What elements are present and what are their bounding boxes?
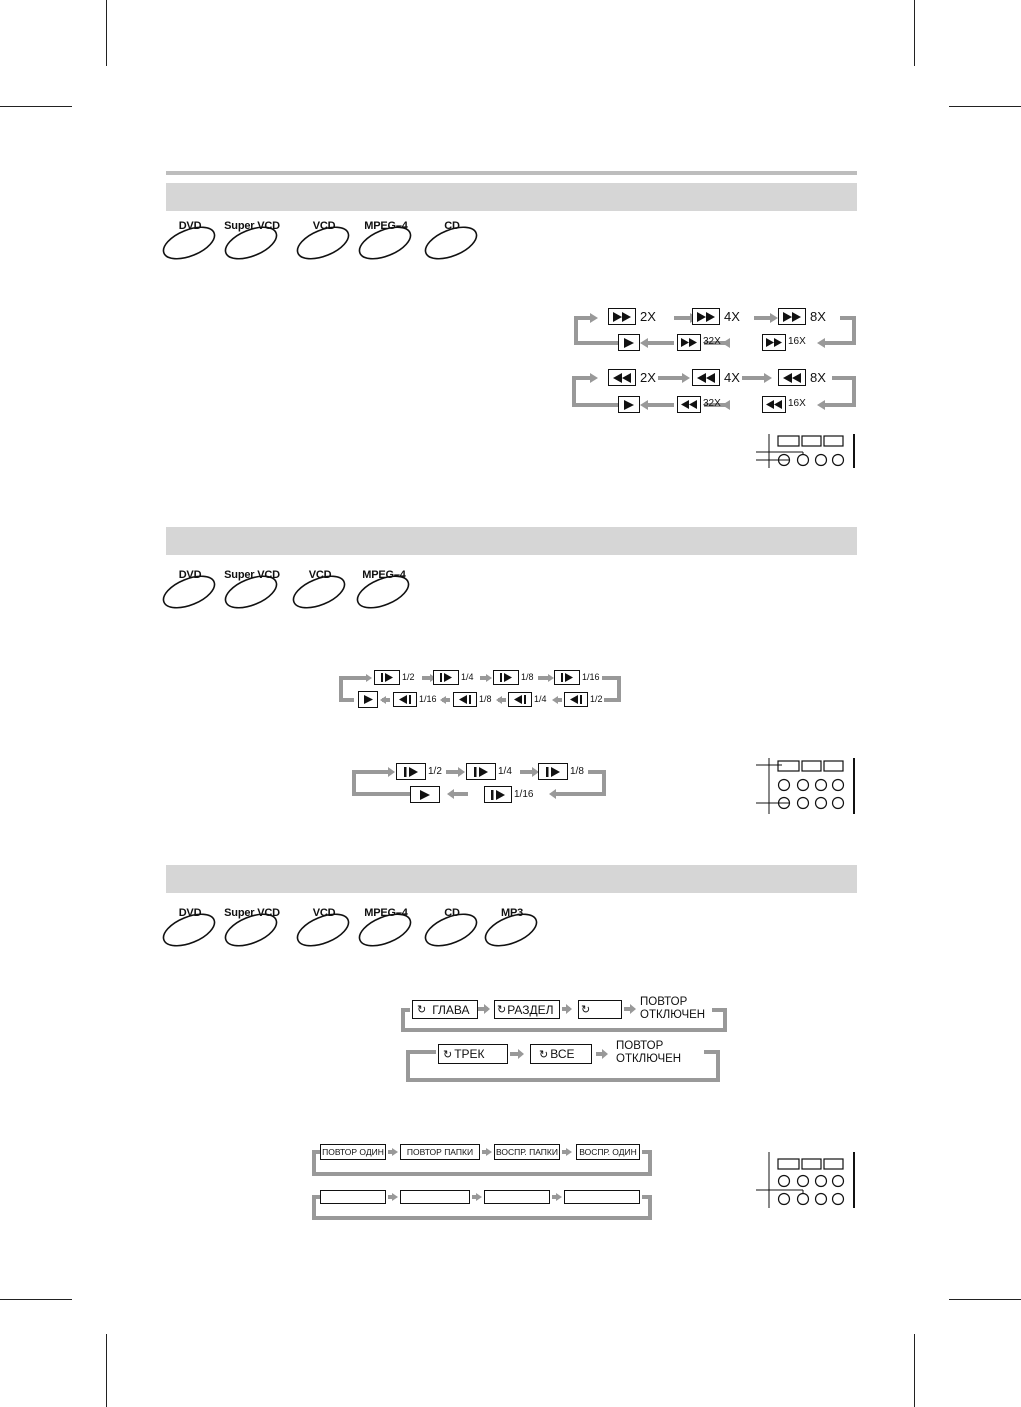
fast-forward-button-icon (762, 334, 786, 351)
crop-mark (106, 1334, 107, 1407)
disc-badge-mpeg4: MPEG–4 (358, 906, 414, 952)
disc-badge-dvd: DVD (162, 219, 218, 265)
slow-speed-label: 1/16 (582, 672, 600, 682)
section-header-bar (166, 527, 857, 555)
speed-label: 8X (810, 370, 826, 385)
disc-badge-vcd: VCD (296, 219, 352, 265)
repeat-icon: ↻ (581, 1004, 591, 1016)
crop-mark (0, 1299, 72, 1300)
fast-reverse-button-icon (692, 369, 720, 386)
step-reverse-icon (453, 692, 477, 707)
mp3-mode-label: ПОВТОР ОДИН (322, 1147, 384, 1157)
step-forward-icon (433, 670, 459, 685)
disc-badge-mp3: MP3 (484, 906, 540, 952)
crop-mark (106, 0, 107, 66)
speed-label: 32X (703, 336, 721, 347)
repeat-title-label: РАЗДЕЛ (507, 1002, 554, 1017)
disc-badge-mpeg4: MPEG–4 (358, 219, 414, 265)
slow-speed-label: 1/2 (428, 766, 442, 777)
disc-badge-dvd: DVD (162, 906, 218, 952)
repeat-all-box (578, 1000, 622, 1019)
slow-speed-label: 1/4 (534, 694, 547, 704)
disc-badge-vcd: VCD (292, 568, 348, 614)
speed-label: 4X (724, 370, 740, 385)
repeat-off-label: ПОВТОР ОТКЛЮЧЕН (640, 996, 706, 1021)
step-reverse-icon (508, 692, 532, 707)
speed-label: 8X (810, 309, 826, 324)
speed-label: 2X (640, 370, 656, 385)
mp3-mode-label: ВОСПР. ПАПКИ (496, 1147, 558, 1157)
remote-control-diagram (752, 432, 858, 472)
play-button-icon (410, 786, 440, 803)
disc-badge-vcd: VCD (296, 906, 352, 952)
fast-forward-button-icon (677, 334, 701, 351)
mp3-mode-label: ПОВТОР ПАПКИ (406, 1147, 474, 1157)
fast-reverse-button-icon (608, 369, 636, 386)
slow-speed-label: 1/16 (419, 694, 437, 704)
repeat-chapter-label: ГЛАВА (432, 1002, 470, 1017)
crop-mark (949, 106, 1021, 107)
speed-label: 16X (788, 398, 806, 409)
repeat-icon: ↻ (443, 1048, 453, 1061)
speed-label: 2X (640, 309, 656, 324)
step-reverse-icon (564, 692, 588, 707)
disc-badge-super-vcd: Super VCD (224, 906, 280, 952)
slow-motion-short-cycle-diagram (350, 760, 612, 806)
speed-label: 16X (788, 336, 806, 347)
repeat-all-box (530, 1044, 592, 1064)
crop-mark (0, 106, 72, 107)
fast-forward-button-icon (778, 308, 806, 325)
disc-badge-mpeg4: MPEG–4 (356, 568, 412, 614)
repeat-chapter-box (412, 1000, 478, 1019)
repeat-cd-cycle-diagram (404, 1040, 724, 1084)
slow-motion-cycle-diagram (336, 668, 626, 710)
slow-speed-label: 1/2 (590, 694, 603, 704)
disc-badge-cd: CD (424, 219, 480, 265)
step-forward-icon (493, 670, 519, 685)
step-reverse-icon (393, 692, 417, 707)
mp3-mode-box (564, 1190, 640, 1204)
fast-reverse-button-icon (762, 396, 786, 413)
repeat-off-label: ПОВТОР ОТКЛЮЧЕН (616, 1040, 682, 1065)
play-button-icon (618, 334, 640, 351)
fast-forward-button-icon (692, 308, 720, 325)
repeat-track-box (438, 1044, 508, 1064)
crop-mark (949, 1299, 1021, 1300)
repeat-title-box (494, 1000, 560, 1019)
mp3-mode-box (400, 1144, 480, 1160)
play-button-icon (618, 396, 640, 413)
repeat-dvd-cycle-diagram (398, 994, 728, 1036)
step-forward-icon (396, 763, 426, 780)
mp3-mode-cycle-diagram (310, 1140, 656, 1178)
play-button-icon (358, 691, 378, 708)
disc-badge-super-vcd: Super VCD (224, 219, 280, 265)
section-header-bar (166, 865, 857, 893)
disc-badge-super-vcd: Super VCD (224, 568, 280, 614)
mp3-mode-box (484, 1190, 550, 1204)
mp3-mode-label: ВОСПР. ОДИН (579, 1147, 637, 1157)
repeat-track-label: ТРЕК (454, 1047, 485, 1061)
slow-speed-label: 1/4 (498, 766, 512, 777)
disc-badge-cd: CD (424, 906, 480, 952)
repeat-icon: ↻ (417, 1004, 427, 1016)
step-forward-icon (484, 786, 512, 803)
fast-forward-button-icon (608, 308, 636, 325)
step-forward-icon (538, 763, 568, 780)
mp3-mode-box (494, 1144, 560, 1160)
slow-speed-label: 1/4 (461, 672, 474, 682)
repeat-icon: ↻ (539, 1048, 549, 1061)
speed-label: 4X (724, 309, 740, 324)
mp3-mode-box (576, 1144, 640, 1160)
mp3-mode-box (400, 1190, 470, 1204)
slow-speed-label: 1/2 (402, 672, 415, 682)
fast-forward-cycle-diagram (570, 306, 860, 350)
top-rule (166, 171, 857, 175)
fast-reverse-button-icon (778, 369, 806, 386)
speed-label: 32X (703, 398, 721, 409)
fast-reverse-cycle-diagram (570, 368, 860, 412)
step-forward-icon (554, 670, 580, 685)
slow-speed-label: 1/8 (479, 694, 492, 704)
mp3-mode-box (320, 1190, 386, 1204)
disc-badge-dvd: DVD (162, 568, 218, 614)
crop-mark (914, 1334, 915, 1407)
section-header-bar (166, 183, 857, 211)
remote-control-diagram (752, 1150, 858, 1212)
repeat-icon: ↻ (497, 1004, 507, 1016)
slow-speed-label: 1/8 (521, 672, 534, 682)
step-forward-icon (466, 763, 496, 780)
mp3-blank-cycle-diagram (310, 1186, 656, 1222)
mp3-mode-box (320, 1144, 386, 1160)
step-forward-icon (374, 670, 400, 685)
slow-speed-label: 1/8 (570, 766, 584, 777)
repeat-all-label: ВСЕ (550, 1047, 575, 1061)
slow-speed-label: 1/16 (514, 789, 534, 800)
crop-mark (914, 0, 915, 66)
remote-control-diagram (752, 756, 858, 816)
fast-reverse-button-icon (677, 396, 701, 413)
